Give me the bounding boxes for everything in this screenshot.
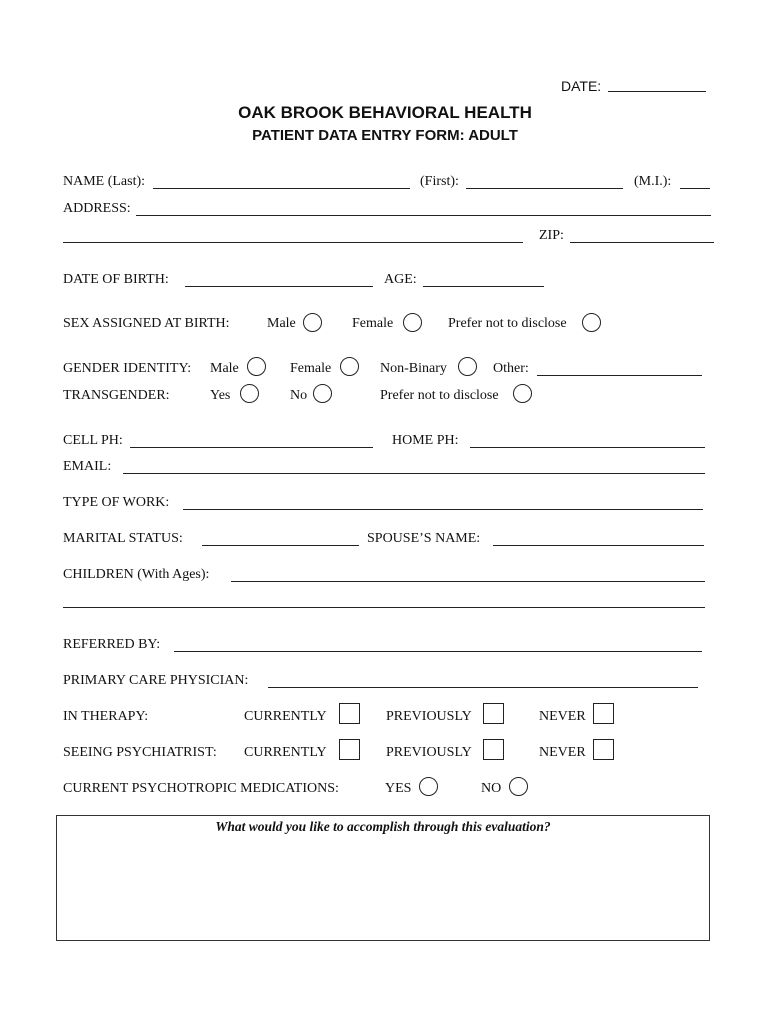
psychiatrist-never-checkbox[interactable] <box>593 739 614 760</box>
therapy-currently-checkbox[interactable] <box>339 703 360 724</box>
children-field-line2[interactable] <box>63 607 705 608</box>
gender-identity-label: GENDER IDENTITY: <box>63 361 192 376</box>
type-of-work-label: TYPE OF WORK: <box>63 495 170 510</box>
home-ph-label: HOME PH: <box>392 433 459 448</box>
sex-assigned-label: SEX ASSIGNED AT BIRTH: <box>63 316 230 331</box>
zip-field[interactable] <box>570 242 714 243</box>
spouse-name-label: SPOUSE’S NAME: <box>367 531 481 546</box>
therapy-previously-label: PREVIOUSLY <box>386 709 472 724</box>
medications-no-radio[interactable] <box>509 777 528 796</box>
therapy-never-checkbox[interactable] <box>593 703 614 724</box>
spouse-name-field[interactable] <box>493 545 704 546</box>
date-field[interactable] <box>608 91 706 92</box>
medications-yes-label: YES <box>385 781 412 796</box>
age-field[interactable] <box>423 286 544 287</box>
referred-by-field[interactable] <box>174 651 702 652</box>
address-label: ADDRESS: <box>63 201 131 216</box>
sex-prefer-not-radio[interactable] <box>582 313 601 332</box>
gender-other-label: Other: <box>493 361 529 376</box>
gender-female-label: Female <box>290 361 332 376</box>
form-title: OAK BROOK BEHAVIORAL HEALTH <box>238 103 532 122</box>
name-mi-label: (M.I.): <box>634 174 672 189</box>
home-ph-field[interactable] <box>470 447 705 448</box>
gender-male-radio[interactable] <box>247 357 266 376</box>
psychiatrist-currently-label: CURRENTLY <box>244 745 327 760</box>
transgender-no-label: No <box>290 388 308 403</box>
cell-ph-field[interactable] <box>130 447 373 448</box>
transgender-yes-label: Yes <box>210 388 231 403</box>
psychiatrist-label: SEEING PSYCHIATRIST: <box>63 745 217 760</box>
marital-status-label: MARITAL STATUS: <box>63 531 183 546</box>
email-field[interactable] <box>123 473 705 474</box>
psychiatrist-never-label: NEVER <box>539 745 586 760</box>
transgender-yes-radio[interactable] <box>240 384 259 403</box>
name-mi-field[interactable] <box>680 188 710 189</box>
pcp-field[interactable] <box>268 687 698 688</box>
gender-other-field[interactable] <box>537 375 702 376</box>
age-label: AGE: <box>384 272 417 287</box>
transgender-prefer-not-label: Prefer not to disclose <box>380 388 499 403</box>
marital-status-field[interactable] <box>202 545 359 546</box>
sex-female-label: Female <box>352 316 394 331</box>
children-label: CHILDREN (With Ages): <box>63 567 210 582</box>
medications-yes-radio[interactable] <box>419 777 438 796</box>
therapy-never-label: NEVER <box>539 709 586 724</box>
date-label: DATE: <box>561 78 602 94</box>
address-field-line1[interactable] <box>136 215 711 216</box>
psychiatrist-currently-checkbox[interactable] <box>339 739 360 760</box>
gender-female-radio[interactable] <box>340 357 359 376</box>
sex-female-radio[interactable] <box>403 313 422 332</box>
transgender-prefer-not-radio[interactable] <box>513 384 532 403</box>
transgender-no-radio[interactable] <box>313 384 332 403</box>
in-therapy-label: IN THERAPY: <box>63 709 149 724</box>
address-field-line2[interactable] <box>63 242 523 243</box>
medications-label: CURRENT PSYCHOTROPIC MEDICATIONS: <box>63 781 339 796</box>
gender-nonbinary-label: Non-Binary <box>380 361 447 376</box>
dob-label: DATE OF BIRTH: <box>63 272 169 287</box>
cell-ph-label: CELL PH: <box>63 433 123 448</box>
therapy-currently-label: CURRENTLY <box>244 709 327 724</box>
name-last-label: NAME (Last): <box>63 174 146 189</box>
psychiatrist-previously-checkbox[interactable] <box>483 739 504 760</box>
zip-label: ZIP: <box>539 228 564 243</box>
name-first-field[interactable] <box>466 188 623 189</box>
sex-male-label: Male <box>267 316 296 331</box>
type-of-work-field[interactable] <box>183 509 703 510</box>
name-last-field[interactable] <box>153 188 410 189</box>
email-label: EMAIL: <box>63 459 112 474</box>
children-field-line1[interactable] <box>231 581 705 582</box>
dob-field[interactable] <box>185 286 373 287</box>
sex-male-radio[interactable] <box>303 313 322 332</box>
form-subtitle: PATIENT DATA ENTRY FORM: ADULT <box>252 127 518 144</box>
evaluation-prompt: What would you like to accomplish through this evaluation? <box>215 819 551 834</box>
therapy-previously-checkbox[interactable] <box>483 703 504 724</box>
psychiatrist-previously-label: PREVIOUSLY <box>386 745 472 760</box>
referred-by-label: REFERRED BY: <box>63 637 161 652</box>
gender-nonbinary-radio[interactable] <box>458 357 477 376</box>
pcp-label: PRIMARY CARE PHYSICIAN: <box>63 673 249 688</box>
evaluation-textarea[interactable] <box>56 815 710 941</box>
gender-male-label: Male <box>210 361 239 376</box>
sex-prefer-not-label: Prefer not to disclose <box>448 316 567 331</box>
medications-no-label: NO <box>481 781 502 796</box>
name-first-label: (First): <box>420 174 459 189</box>
transgender-label: TRANSGENDER: <box>63 388 170 403</box>
